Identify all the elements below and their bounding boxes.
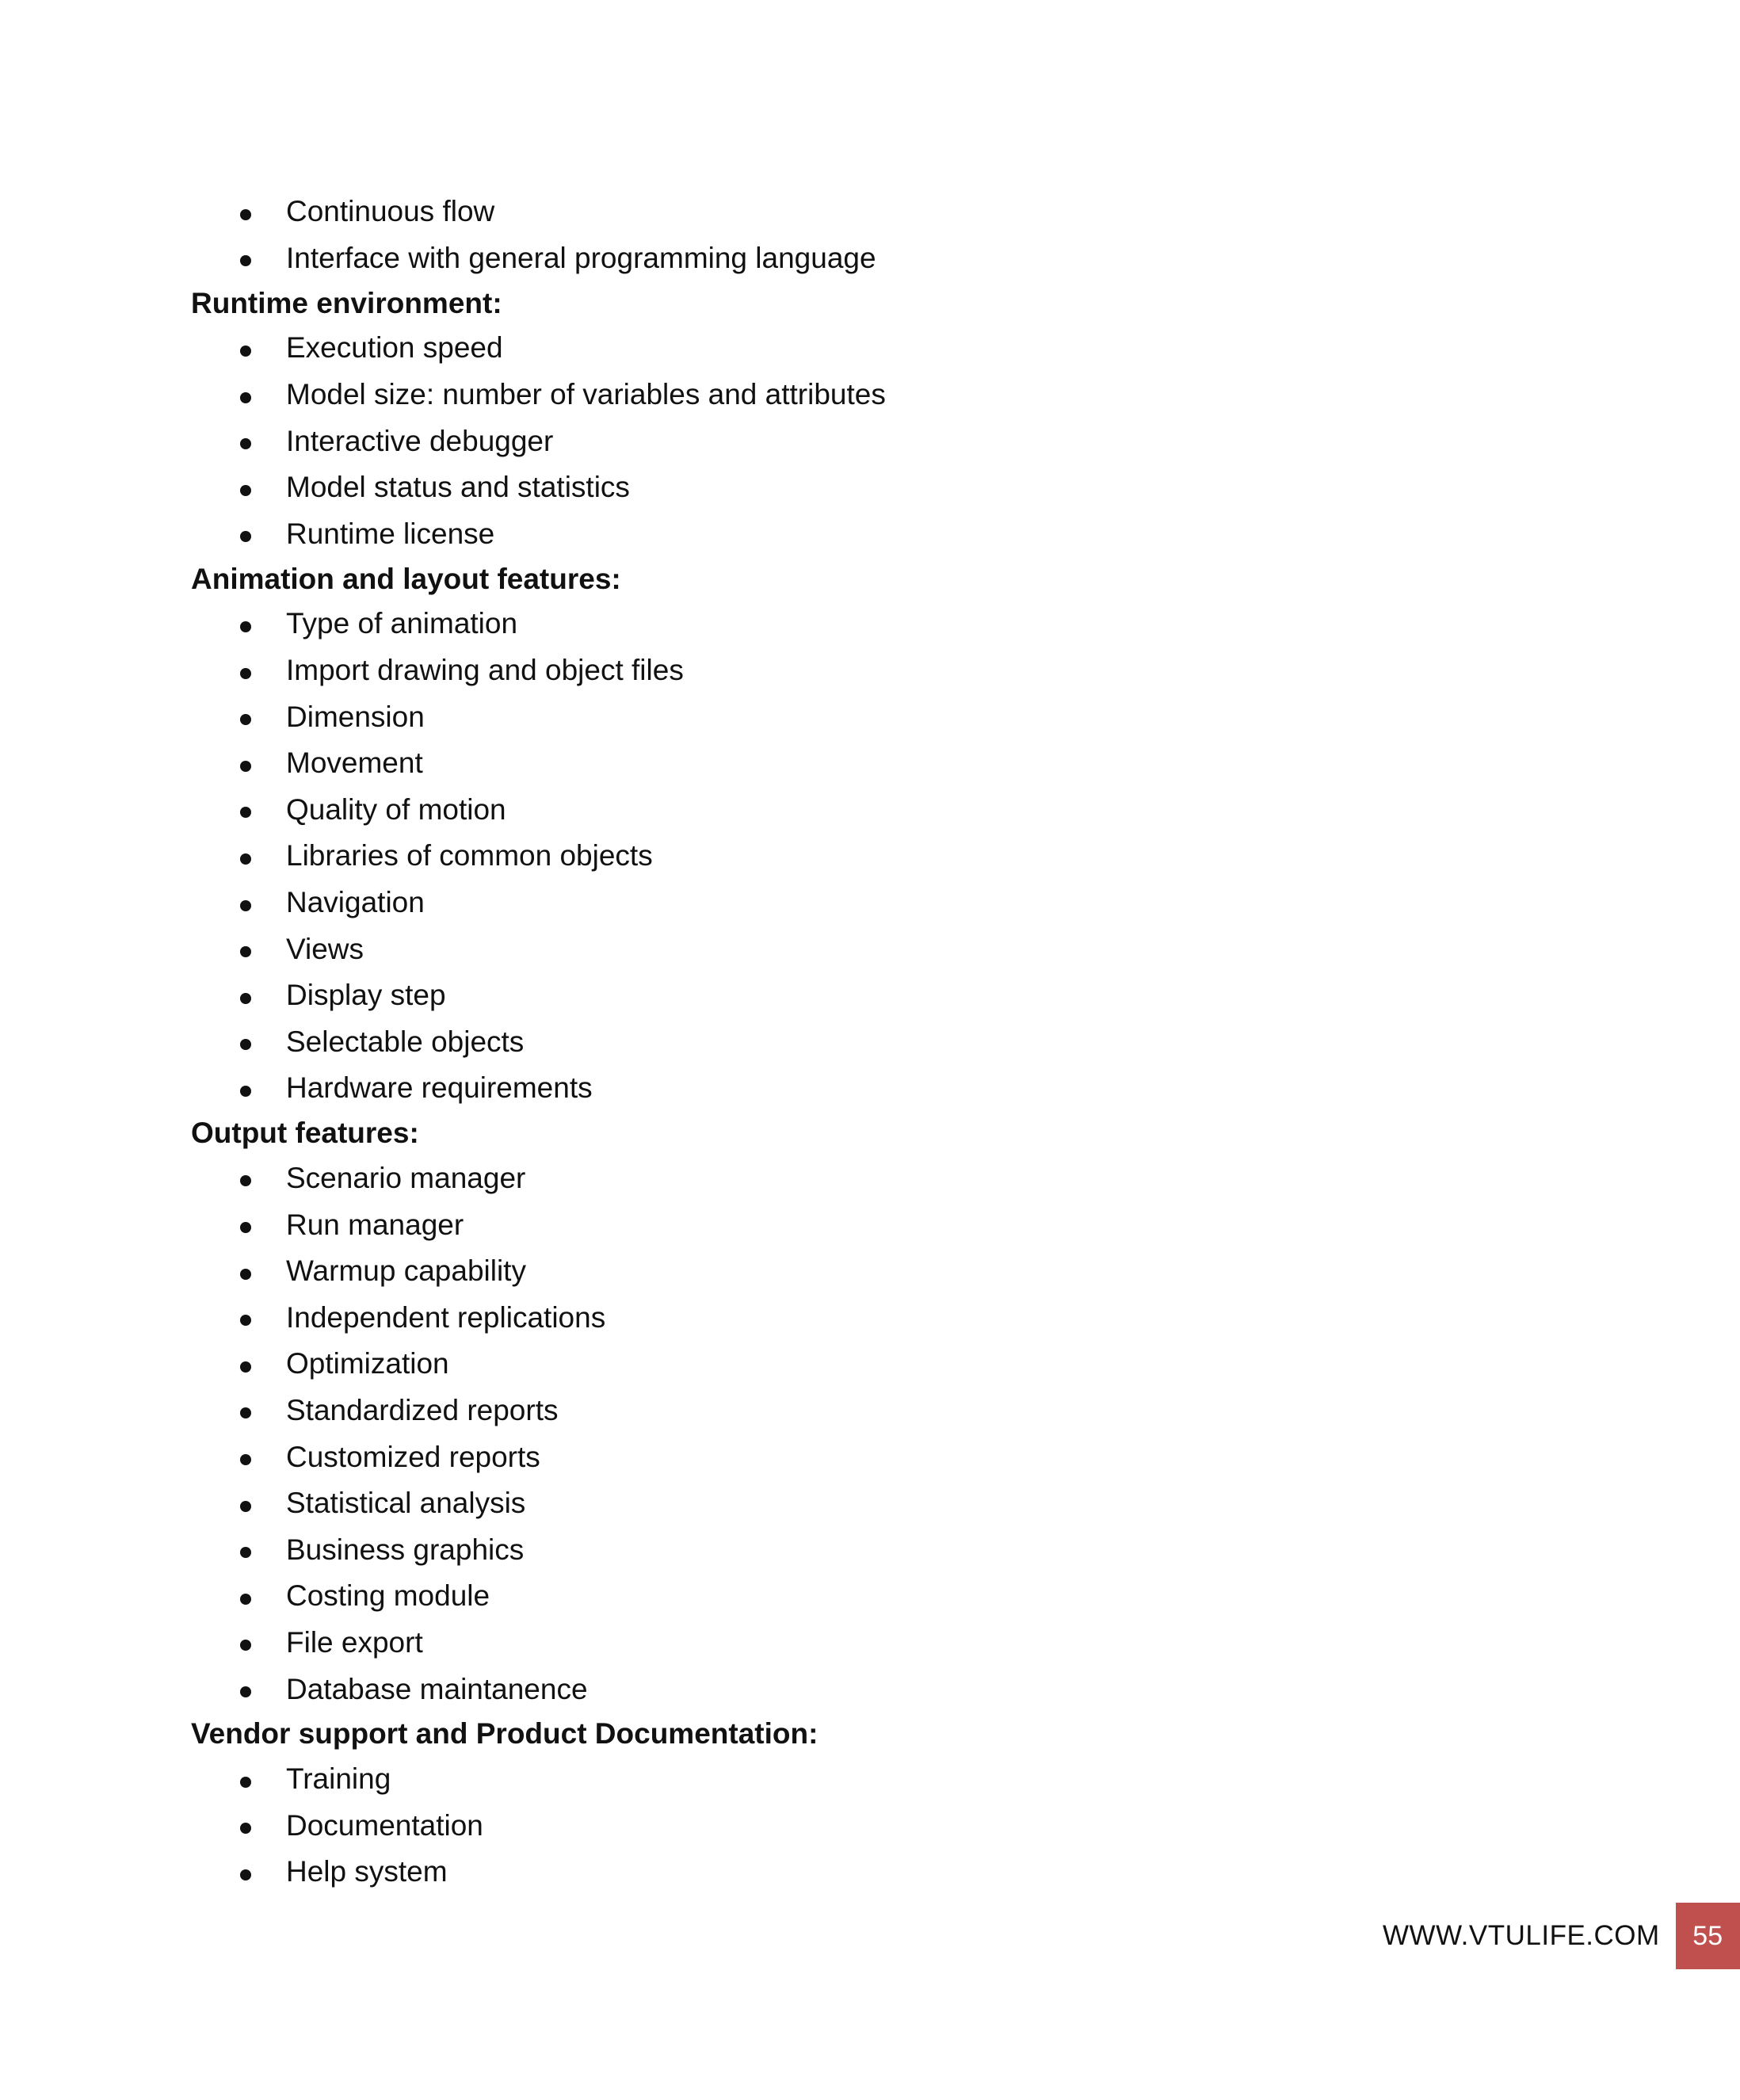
- list-item-text: Movement: [286, 746, 423, 780]
- list-item: [191, 1155, 1459, 1202]
- list-item: [191, 1341, 1459, 1388]
- list-item-text: Quality of motion: [286, 792, 506, 826]
- document-body: [191, 189, 1459, 1896]
- list-item-text: Continuous flow: [286, 195, 495, 228]
- list-item: [191, 1573, 1459, 1620]
- section-heading: Output features:: [191, 1117, 419, 1150]
- list-item-text: Runtime license: [286, 517, 495, 550]
- bullet-icon: [191, 380, 286, 410]
- list-item-text: Run manager: [286, 1208, 464, 1241]
- list-item: [191, 325, 1459, 372]
- list-item-text: Libraries of common objects: [286, 839, 653, 872]
- list-item: [191, 1849, 1459, 1896]
- bullet-icon: [191, 1074, 286, 1103]
- list-item-text: Independent replications: [286, 1300, 606, 1334]
- bullet-icon: [191, 656, 286, 685]
- list-item: [191, 693, 1459, 740]
- bullet-icon: [191, 795, 286, 824]
- list-item-text: Interactive debugger: [286, 424, 554, 457]
- bullet-icon: [191, 334, 286, 363]
- list-item-text: Type of animation: [286, 607, 518, 640]
- list-item: [191, 740, 1459, 787]
- list-item-text: File export: [286, 1625, 423, 1659]
- list-item-text: Training: [286, 1762, 391, 1796]
- bullet-icon: [191, 1027, 286, 1056]
- list-item: [191, 235, 1459, 282]
- list-item: [191, 972, 1459, 1019]
- list-item-text: Model status and statistics: [286, 471, 630, 504]
- list-item: [191, 1201, 1459, 1248]
- bullet-icon: [191, 1582, 286, 1611]
- list-item-text: Import drawing and object files: [286, 654, 684, 687]
- page-footer: [1383, 1903, 1740, 1969]
- bullet-icon: [191, 1163, 286, 1193]
- bullet-icon: [191, 1535, 286, 1564]
- list-item: [191, 372, 1459, 418]
- bullet-icon: [191, 1350, 286, 1379]
- bullet-icon: [191, 1489, 286, 1518]
- list-item-text: Business graphics: [286, 1533, 525, 1566]
- list-item-text: Selectable objects: [286, 1025, 525, 1058]
- bullet-icon: [191, 749, 286, 778]
- bullet-icon: [191, 702, 286, 731]
- bullet-icon: [191, 1210, 286, 1239]
- list-item-text: Costing module: [286, 1579, 490, 1613]
- list-item: [191, 880, 1459, 926]
- list-item-text: Customized reports: [286, 1440, 540, 1473]
- list-item-text: Interface with general programming language: [286, 241, 876, 274]
- section-heading: Vendor support and Product Documentation:: [191, 1717, 818, 1751]
- bullet-icon: [191, 888, 286, 918]
- page-number-badge: 55: [1676, 1903, 1740, 1969]
- list-item-text: Dimension: [286, 700, 425, 733]
- bullet-icon: [191, 1303, 286, 1332]
- list-item: [191, 1294, 1459, 1341]
- list-item-text: Model size: number of variables and attributes: [286, 378, 886, 411]
- list-item-text: Navigation: [286, 886, 425, 919]
- list-item-text: Display step: [286, 979, 446, 1012]
- list-item-text: Views: [286, 932, 364, 965]
- list-item: [191, 601, 1459, 647]
- list-item: [191, 1526, 1459, 1573]
- list-item: [191, 1480, 1459, 1527]
- list-item: [191, 1434, 1459, 1480]
- list-item: [191, 1388, 1459, 1434]
- section-heading: Runtime environment:: [191, 286, 502, 319]
- bullet-icon: [191, 1765, 286, 1794]
- bullet-icon: [191, 1396, 286, 1425]
- list-item: [191, 787, 1459, 834]
- list-item-text: Database maintanence: [286, 1672, 588, 1705]
- list-item-text: Execution speed: [286, 331, 503, 365]
- list-item: [191, 464, 1459, 511]
- bullet-icon: [191, 842, 286, 871]
- bullet-icon: [191, 197, 286, 227]
- list-item-text: Documentation: [286, 1808, 483, 1842]
- list-item: [191, 511, 1459, 558]
- bullet-icon: [191, 1628, 286, 1657]
- list-item-text: Standardized reports: [286, 1393, 559, 1426]
- bullet-icon: [191, 934, 286, 964]
- list-item: [191, 1802, 1459, 1849]
- list-item-text: Help system: [286, 1855, 448, 1888]
- bullet-icon: [191, 1858, 286, 1887]
- list-item: [191, 1065, 1459, 1112]
- list-item: [191, 926, 1459, 972]
- list-item-text: Hardware requirements: [286, 1071, 593, 1105]
- list-item-text: Statistical analysis: [286, 1487, 526, 1520]
- list-item: [191, 833, 1459, 880]
- list-item: [191, 189, 1459, 235]
- list-item: [191, 1666, 1459, 1712]
- bullet-icon: [191, 981, 286, 1010]
- list-item: [191, 1019, 1459, 1066]
- list-item-text: Warmup capability: [286, 1254, 526, 1288]
- bullet-icon: [191, 609, 286, 639]
- bullet-icon: [191, 426, 286, 456]
- bullet-icon: [191, 1257, 286, 1286]
- list-item: [191, 418, 1459, 464]
- bullet-icon: [191, 1674, 286, 1704]
- bullet-icon: [191, 1442, 286, 1472]
- list-item-text: Optimization: [286, 1347, 449, 1380]
- list-item-text: Scenario manager: [286, 1161, 526, 1194]
- bullet-icon: [191, 243, 286, 273]
- list-item: [191, 1248, 1459, 1295]
- bullet-icon: [191, 473, 286, 502]
- list-item: [191, 1756, 1459, 1803]
- bullet-icon: [191, 519, 286, 548]
- section-heading: Animation and layout features:: [191, 562, 621, 595]
- footer-site-url: WWW.VTULIFE.COM: [1383, 1920, 1660, 1951]
- list-item: [191, 647, 1459, 694]
- list-item: [191, 1620, 1459, 1667]
- bullet-icon: [191, 1811, 286, 1840]
